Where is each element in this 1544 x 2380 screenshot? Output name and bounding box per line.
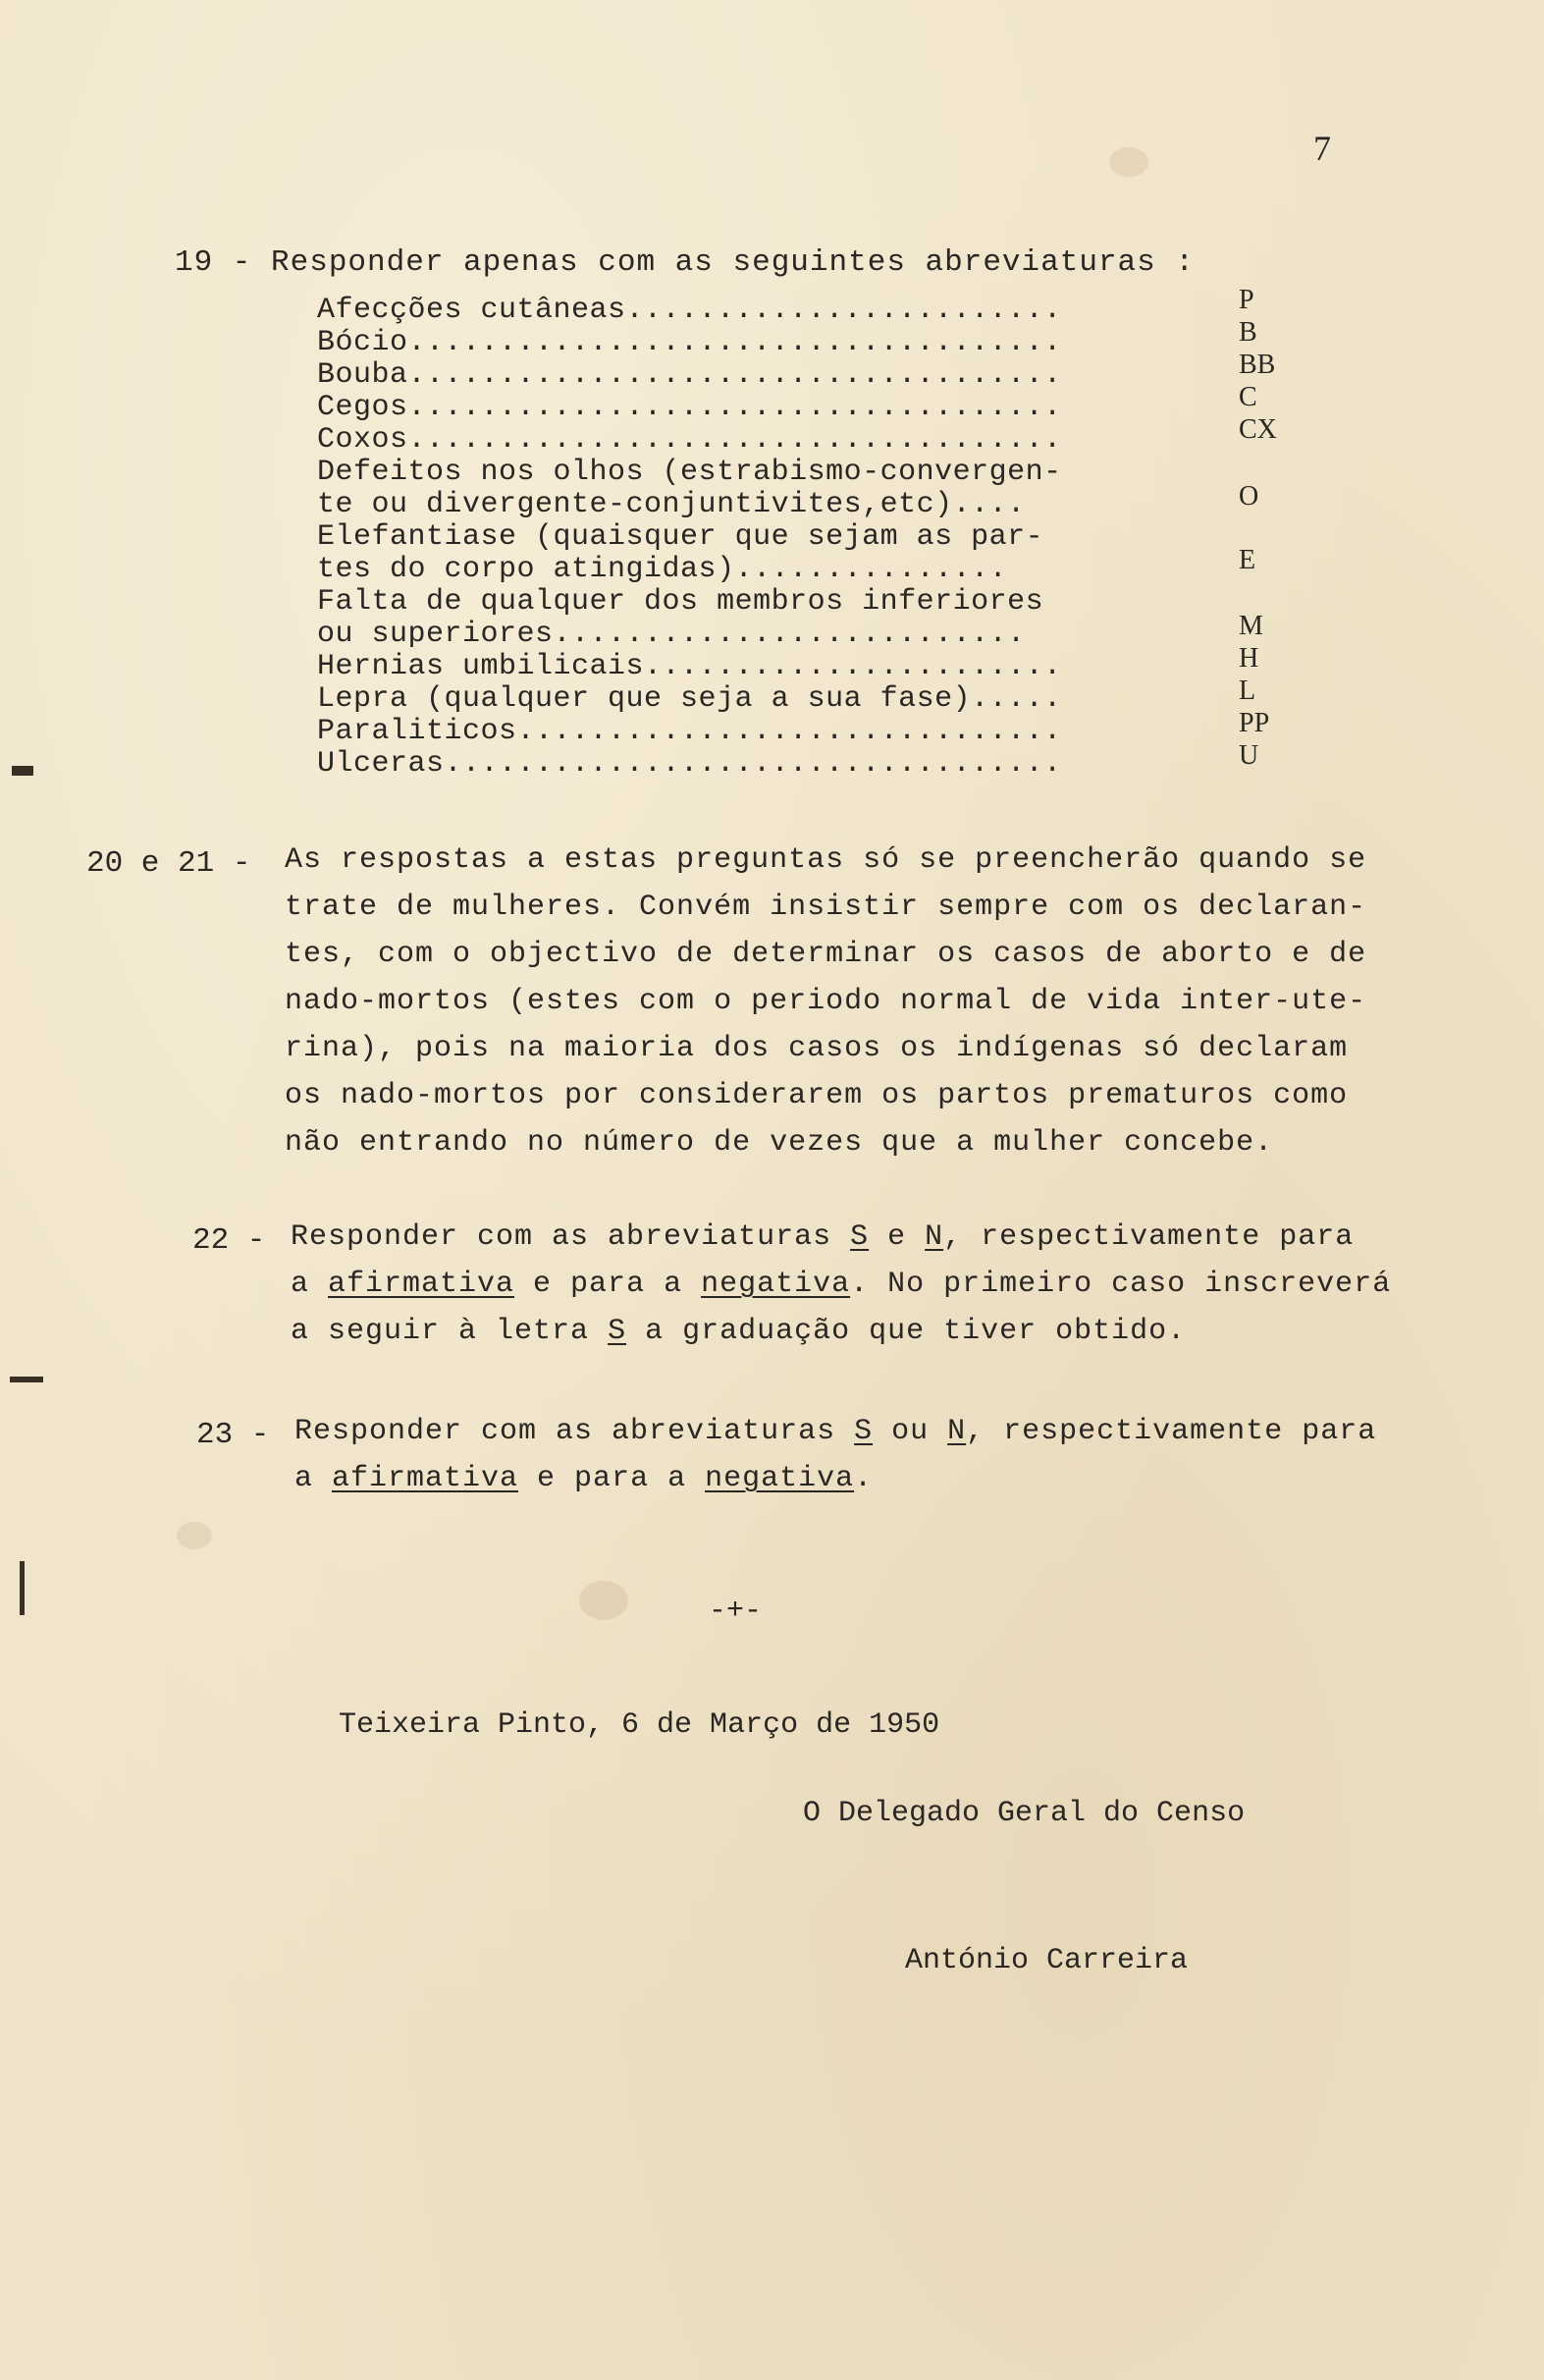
list-item: Bouba.................................... (317, 359, 1062, 392)
abbreviation-code: PP (1239, 708, 1270, 738)
list-item: tes do corpo atingidas)............... (317, 554, 1008, 586)
abbreviation-code: C (1239, 382, 1257, 412)
abbrev-s: S (608, 1315, 627, 1348)
q22-text: Responder com as abreviaturas (291, 1220, 851, 1254)
q23-text: , respectivamente para (966, 1415, 1377, 1448)
paper-stain (177, 1522, 212, 1549)
word-negativa: negativa (705, 1462, 855, 1495)
binding-hole-mark (12, 766, 33, 776)
word-negativa: negativa (701, 1268, 851, 1301)
abbreviation-code: M (1239, 611, 1263, 641)
q22-text: , respectivamente para (943, 1220, 1355, 1254)
q23-text: Responder com as abreviaturas (294, 1415, 855, 1448)
list-item: Coxos.................................... (317, 424, 1062, 457)
q23-text: . (854, 1462, 874, 1495)
list-item: Hernias umbilicais....................... (317, 651, 1062, 683)
paragraph-line: nado-mortos (estes com o periodo normal de vida inter-ute- (285, 985, 1367, 1018)
paper-stain (579, 1581, 628, 1620)
abbreviation-code: E (1239, 545, 1256, 575)
paper-stain (1109, 147, 1148, 177)
paragraph-line (294, 1455, 1376, 1502)
abbrev-n: N (925, 1220, 944, 1254)
q22-text: . No primeiro caso inscreverá (850, 1268, 1392, 1301)
q23-text: a (294, 1462, 333, 1495)
list-item: Bócio.................................... (317, 327, 1062, 359)
signature-name: António Carreira (905, 1944, 1189, 1977)
list-item: Paraliticos.............................. (317, 716, 1062, 748)
place-date: Teixeira Pinto, 6 de Março de 1950 (339, 1708, 940, 1742)
q19-items-list (317, 295, 1146, 781)
paragraph-line (291, 1214, 1391, 1261)
paragraph-line (294, 1408, 1376, 1455)
word-afirmativa: afirmativa (332, 1462, 519, 1495)
list-item: te ou divergente-conjuntivites,etc).... (317, 489, 1026, 521)
paragraph-line (291, 1261, 1391, 1308)
abbreviation-code: BB (1239, 350, 1276, 380)
paragraph-line: rina), pois na maioria dos casos os indígenas só declaram (285, 1032, 1349, 1065)
abbreviation-code: H (1239, 643, 1259, 674)
paragraph-line: os nado-mortos por considerarem os partos prematuros como (285, 1079, 1349, 1112)
list-item: Afecções cutâneas........................ (317, 295, 1062, 327)
q22-text: e para a (514, 1268, 702, 1301)
list-item: Ulceras.................................. (317, 748, 1062, 781)
q22-text: e (869, 1220, 926, 1254)
q22-text: a graduação que tiver obtido. (626, 1315, 1187, 1348)
abbrev-s: S (854, 1415, 874, 1448)
q19-heading (175, 245, 1195, 280)
list-item: Cegos.................................... (317, 392, 1062, 424)
abbreviation-code: P (1239, 285, 1254, 315)
q23-paragraph (294, 1408, 1376, 1502)
q22-label: 22 - (192, 1223, 266, 1258)
q20-21-label: 20 e 21 - (86, 846, 251, 881)
signature-title: O Delegado Geral do Censo (803, 1797, 1246, 1830)
list-item: Elefantiase (quaisquer que sejam as par- (317, 521, 1044, 554)
paragraph-line: tes, com o objectivo de determinar os casos de aborto e de (285, 938, 1367, 971)
section-separator: -+- (709, 1595, 763, 1628)
binding-hole-mark (20, 1561, 25, 1615)
paragraph-line: As respostas a estas preguntas só se preencherão quando se (285, 843, 1367, 877)
word-afirmativa: afirmativa (328, 1268, 515, 1301)
q22-text: a (291, 1268, 329, 1301)
abbrev-s: S (850, 1220, 870, 1254)
paragraph-line (291, 1308, 1391, 1355)
abbreviation-code: B (1239, 317, 1257, 348)
abbreviation-code: O (1239, 481, 1259, 512)
abbrev-n: N (947, 1415, 967, 1448)
q22-text: a seguir à letra (291, 1315, 609, 1348)
q19-text: Responder apenas com as seguintes abreviaturas : (271, 245, 1195, 280)
page-number: 7 (1313, 129, 1331, 168)
paragraph-line: não entrando no número de vezes que a mulher concebe. (285, 1126, 1274, 1160)
list-item: ou superiores.......................... (317, 619, 1026, 651)
q23-label: 23 - (196, 1418, 270, 1452)
q23-text: e para a (518, 1462, 706, 1495)
abbreviation-code: L (1239, 676, 1256, 706)
abbreviation-code: CX (1239, 414, 1277, 445)
paragraph-line: trate de mulheres. Convém insistir sempre com os declaran- (285, 891, 1367, 924)
list-item: Defeitos nos olhos (estrabismo-convergen- (317, 457, 1062, 489)
q22-paragraph (291, 1214, 1391, 1355)
q20-21-paragraph (285, 837, 1366, 1166)
q19-label: 19 - (175, 245, 272, 280)
abbreviation-code: U (1239, 740, 1259, 771)
q23-text: ou (873, 1415, 948, 1448)
list-item: Falta de qualquer dos membros inferiores (317, 586, 1044, 619)
binding-hole-mark (10, 1377, 43, 1382)
list-item: Lepra (qualquer que seja a sua fase)..... (317, 683, 1062, 716)
